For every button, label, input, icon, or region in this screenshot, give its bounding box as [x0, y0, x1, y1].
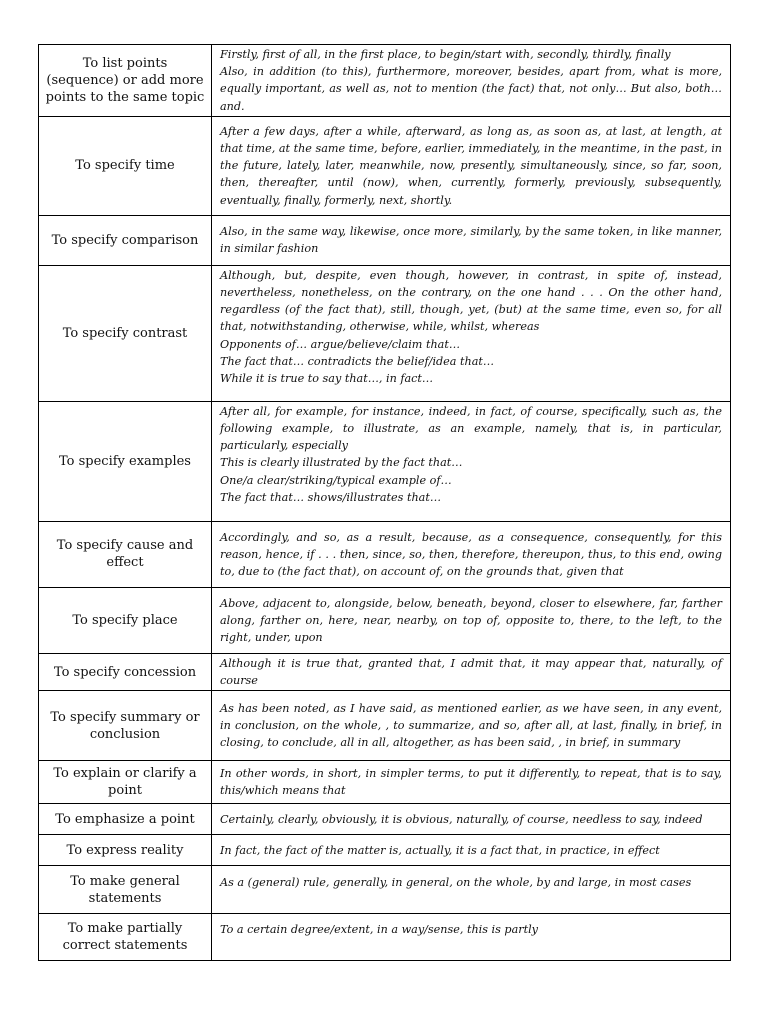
table-row [39, 587, 731, 653]
phrase-line: In fact, the fact of the matter is, actually, it is a fact that, in practice, in effect [220, 843, 660, 857]
table-row [39, 914, 731, 961]
phrase-line: Also, in the same way, likewise, once more, similarly, by the same token, in like manner, in similar fashion [220, 225, 722, 256]
row-label: To express reality [39, 835, 212, 866]
row-phrases [212, 691, 731, 761]
row-label: To specify concession [39, 653, 212, 690]
row-phrases [212, 45, 731, 117]
table-row [39, 761, 731, 804]
row-label: To specify cause and effect [39, 521, 212, 587]
phrase-line: As has been noted, as I have said, as mentioned earlier, as we have seen, in any event, in conclusion, on the whole, , to summarize, and so, after all, at last, finally, in brief, in closing, to conclude, all in all, altogether, as has been said, , in brief, in summary [220, 701, 722, 750]
table-row [39, 215, 731, 265]
phrase-line: Above, adjacent to, alongside, below, beneath, beyond, closer to elsewhere, far, farther along, farther on, here, near, nearby, on top of, opposite to, there, to the left, to the right, under, upon [220, 596, 722, 644]
phrase-line: After all, for example, for instance, indeed, in fact, of course, specifically, such as, the following example, to illustrate, as an example, namely, that is, in particular, particularly, especially [220, 404, 722, 453]
table-row [39, 653, 731, 690]
phrase-line: This is clearly illustrated by the fact that… [220, 456, 463, 470]
row-phrases [212, 804, 731, 835]
row-label: To specify comparison [39, 215, 212, 265]
table-row [39, 45, 731, 117]
phrase-line: Firstly, first of all, in the first place, to begin/start with, secondly, thirdly, finally [220, 48, 671, 61]
table-row [39, 835, 731, 866]
row-label: To emphasize a point [39, 804, 212, 835]
row-label: To specify examples [39, 401, 212, 521]
phrase-line: In other words, in short, in simpler terms, to put it differently, to repeat, that is to say, this/which means that [220, 767, 722, 798]
row-label: To make partially correct statements [39, 914, 212, 961]
row-phrases [212, 914, 731, 961]
phrase-line: The fact that… shows/illustrates that… [220, 490, 442, 504]
row-label: To explain or clarify a point [39, 761, 212, 804]
row-label: To specify time [39, 116, 212, 215]
phrase-line: To a certain degree/extent, in a way/sense, this is partly [220, 923, 538, 937]
table-row [39, 866, 731, 914]
row-phrases [212, 265, 731, 401]
phrase-line: While it is true to say that…, in fact… [220, 372, 434, 386]
table-row [39, 691, 731, 761]
phrase-line: Also, in addition (to this), furthermore, moreover, besides, apart from, what is more, equally important, as well as, not to mention (the fact) that, not only… But also, both… and. [220, 65, 722, 113]
phrase-line: After a few days, after a while, afterward, as long as, as soon as, at last, at length, at that time, at the same time, before, earlier, immediately, in the meantime, in the past, in the future, lately, later, meanwhile, now, presently, simultaneously, since, so far, soon, then, thereafter, until (now), when, currently, formerly, previously, subsequently, eventually, finally, formerly, next, shortly. [220, 124, 722, 207]
table-row [39, 401, 731, 521]
row-phrases [212, 653, 731, 690]
row-phrases [212, 761, 731, 804]
table-row [39, 521, 731, 587]
row-phrases [212, 587, 731, 653]
phrase-line: Opponents of… argue/believe/claim that… [220, 337, 461, 351]
phrase-line: As a (general) rule, generally, in general, on the whole, by and large, in most cases [220, 876, 692, 890]
row-phrases [212, 835, 731, 866]
phrase-line: Certainly, clearly, obviously, it is obvious, naturally, of course, needless to say, indeed [220, 812, 703, 826]
phrase-line: One/a clear/striking/typical example of… [220, 473, 452, 487]
phrase-line: Although, but, despite, even though, however, in contrast, in spite of, instead, nevertheless, nonetheless, on the contrary, on the one hand . . . On the other hand, regardless (of the fact that), still, though, yet, (but) at the same time, even so, for all that, notwithstanding, otherwise, while, whilst, whereas [220, 268, 722, 334]
phrase-line: Although it is true that, granted that, I admit that, it may appear that, naturally, of course [220, 656, 722, 688]
phrase-line: The fact that… contradicts the belief/idea that… [220, 354, 495, 368]
row-label: To list points (sequence) or add more points to the same topic [39, 45, 212, 117]
row-phrases [212, 401, 731, 521]
row-phrases [212, 866, 731, 914]
phrase-line: Accordingly, and so, as a result, because, as a consequence, consequently, for this reason, hence, if . . . then, since, so, then, therefore, thereupon, thus, to this end, owing to, due to (the fact that), on account of, on the grounds that, given that [220, 530, 722, 578]
table-row [39, 116, 731, 215]
row-phrases [212, 521, 731, 587]
row-label: To specify contrast [39, 265, 212, 401]
table-row [39, 265, 731, 401]
row-label: To specify place [39, 587, 212, 653]
transition-words-table [38, 44, 731, 961]
row-phrases [212, 215, 731, 265]
row-label: To make general statements [39, 866, 212, 914]
row-label: To specify summary or conclusion [39, 691, 212, 761]
table-row [39, 804, 731, 835]
row-phrases [212, 116, 731, 215]
